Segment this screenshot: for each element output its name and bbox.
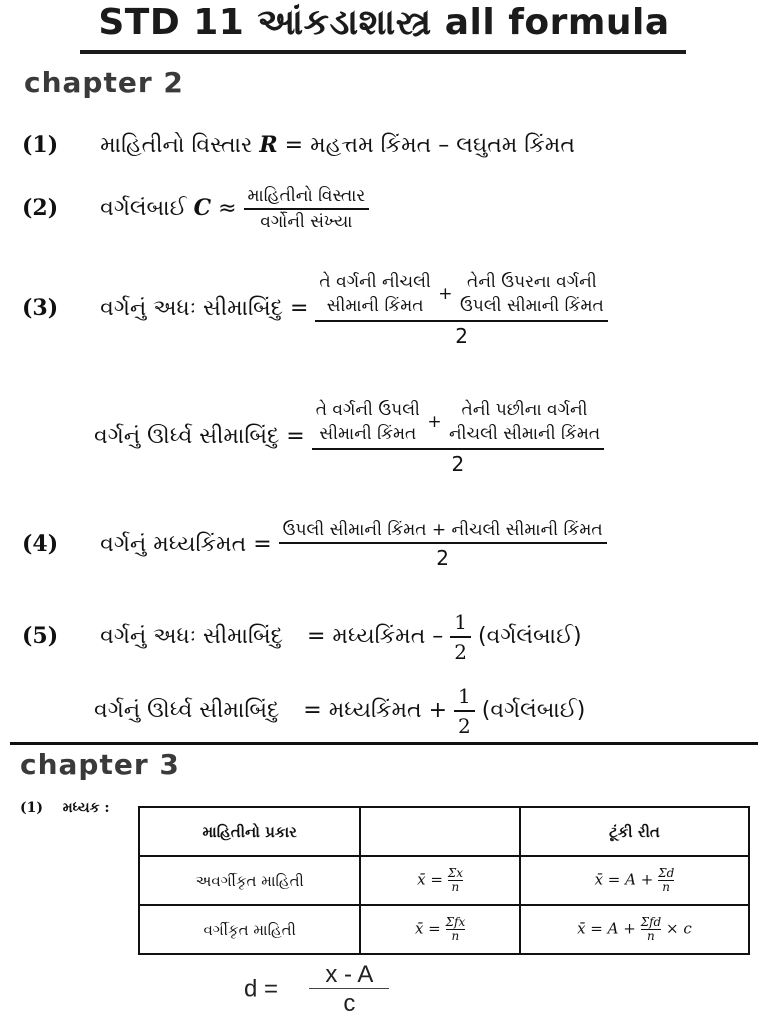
d-formula-lhs: d = <box>244 975 279 1003</box>
formula-2-numerator: માહિતીનો વિસ્તાર <box>247 186 366 206</box>
page-title: STD 11 આંકડાશાસ્ત્ર all formula <box>98 2 670 43</box>
formula-3b-term1-line1: તે વર્ગની ઉપલી <box>315 400 420 420</box>
inline-fraction <box>641 916 662 943</box>
formula-lhs: x̄ = A + <box>594 870 654 889</box>
table-row <box>139 856 749 905</box>
table-header-row <box>139 807 749 856</box>
formula-1 <box>22 132 575 158</box>
formula-3b-fraction <box>312 398 604 476</box>
formula-4-fraction <box>279 520 607 570</box>
inline-fraction <box>446 916 466 943</box>
formula-2-denominator: વર્ગોની સંખ્યા <box>260 212 353 232</box>
formula-5a-half <box>450 610 471 664</box>
formula-2-lhs: વર્ગલંબાઈ <box>100 196 187 221</box>
table-cell-data-type: અવર્ગીકૃત માહિતી <box>139 856 360 905</box>
formula-3a-term1-line1: તે વર્ગની નીચલી <box>319 272 431 292</box>
formula-1-lhs: માહિતીનો વિસ્તાર <box>100 133 253 158</box>
formula-2-fraction <box>244 186 370 232</box>
inline-fraction-num: Σfx <box>445 915 466 929</box>
inline-fraction-num: Σd <box>658 866 675 880</box>
formula-5a-rhs: = મધ્યકિંમત – <box>306 624 444 649</box>
formula-1-var: R <box>259 132 278 158</box>
formula-lhs: x̄ = A + <box>577 919 636 938</box>
d-formula-denominator: c <box>343 990 356 1017</box>
d-formula-numerator: x - A <box>325 961 374 988</box>
mean-item <box>20 800 110 816</box>
inline-fraction-num: Σfd <box>640 915 662 929</box>
formula-3a-plus: + <box>438 284 453 304</box>
inline-fraction <box>658 867 674 894</box>
formula-3-number: (3) <box>22 295 59 321</box>
section-divider <box>10 742 758 745</box>
inline-fraction-den: n <box>446 929 466 943</box>
formula-4-lhs: વર્ગનું મધ્યકિંમત <box>100 532 247 557</box>
formula-5b-half <box>454 684 475 738</box>
inline-fraction-den: n <box>641 929 662 943</box>
title-underline <box>80 50 686 54</box>
formula-tail: × c <box>665 919 692 938</box>
table-cell-direct-formula <box>360 856 519 905</box>
formula-5b-half-den: 2 <box>458 714 471 738</box>
inline-fraction-den: n <box>448 880 463 894</box>
formula-3a-term2-line1: તેની ઉપરના વર્ગની <box>467 272 597 292</box>
table-cell-short-formula <box>520 905 749 954</box>
inline-fraction <box>448 867 463 894</box>
formula-3a-lhs: વર્ગનું અધઃ સીમાબિંદુ <box>100 296 283 321</box>
formula-3a-numerator <box>315 270 607 320</box>
mean-item-label: મધ્યક : <box>62 800 110 816</box>
formula-3a-fraction <box>315 270 607 348</box>
formula-lhs: x̄ = <box>414 919 441 938</box>
table-header-cell <box>360 807 519 856</box>
mean-item-number: (1) <box>20 800 43 816</box>
formula-4 <box>22 520 607 570</box>
formula-5a-half-den: 2 <box>454 640 468 664</box>
formula-3a-op: = <box>289 296 309 321</box>
formula-4-op: = <box>253 532 272 557</box>
formula-3b <box>94 398 604 476</box>
formula-3b-term2-line2: નીચલી સીમાની કિંમત <box>449 424 601 444</box>
formula-4-numerator: ઉપલી સીમાની કિંમત + નીચલી સીમાની કિંમત <box>282 520 603 540</box>
formula-3a-denominator: 2 <box>455 324 468 348</box>
formula-5b <box>94 684 585 738</box>
formula-3a <box>22 270 608 348</box>
formula-5-number: (5) <box>22 623 59 649</box>
formula-4-denominator: 2 <box>436 546 449 570</box>
chapter-3-heading: chapter 3 <box>20 748 180 781</box>
d-formula-fraction <box>309 962 389 1017</box>
table-row <box>139 905 749 954</box>
formula-5a <box>22 610 582 664</box>
inline-fraction-den: n <box>658 880 674 894</box>
formula-3a-term2-line2: ઉપલી સીમાની કિંમત <box>459 296 604 316</box>
formula-3b-lhs: વર્ગનું ઊર્ધ્વ સીમાબિંદુ <box>94 424 280 449</box>
table-cell-short-formula <box>520 856 749 905</box>
chapter-2-heading: chapter 2 <box>24 66 184 99</box>
formula-2 <box>22 186 369 232</box>
formula-5a-tail: (વર્ગલંબાઈ) <box>478 624 582 649</box>
formula-2-var: C <box>193 195 212 221</box>
formula-2-number: (2) <box>22 195 59 221</box>
table-header-cell: માહિતીનો પ્રકાર <box>139 807 360 856</box>
formula-4-number: (4) <box>22 531 59 557</box>
formula-3b-plus: + <box>427 412 442 432</box>
formula-5b-half-num: 1 <box>458 684 471 708</box>
formula-3b-numerator <box>312 398 604 448</box>
formula-3a-term1-line2: સીમાની કિંમત <box>326 296 424 316</box>
inline-fraction-num: Σx <box>447 866 463 880</box>
formula-5b-rhs: = મધ્યકિંમત + <box>303 698 448 723</box>
formula-5a-lhs: વર્ગનું અધઃ સીમાબિંદુ <box>100 624 283 649</box>
formula-3b-term1-line2: સીમાની કિંમત <box>319 424 417 444</box>
formula-3b-denominator: 2 <box>451 452 465 476</box>
formula-5a-half-num: 1 <box>454 610 468 634</box>
formula-1-rhs: = મહત્તમ કિંમત – લઘુતમ કિંમત <box>284 133 575 158</box>
formula-5b-tail: (વર્ગલંબાઈ) <box>481 698 586 723</box>
formula-5b-lhs: વર્ગનું ઊર્ધ્વ સીમાબિંદુ <box>94 698 280 723</box>
table-header-cell: ટૂંકી રીત <box>520 807 749 856</box>
formula-2-op: ≈ <box>218 196 237 221</box>
formula-lhs: x̄ = <box>417 870 443 889</box>
table-cell-data-type: વર્ગીકૃત માહિતી <box>139 905 360 954</box>
formula-3b-term2-line1: તેની પછીના વર્ગની <box>461 400 588 420</box>
formula-1-number: (1) <box>22 132 59 158</box>
mean-formula-table <box>138 806 750 955</box>
formula-3b-op: = <box>286 424 305 449</box>
d-formula <box>244 962 389 1017</box>
table-cell-direct-formula <box>360 905 519 954</box>
